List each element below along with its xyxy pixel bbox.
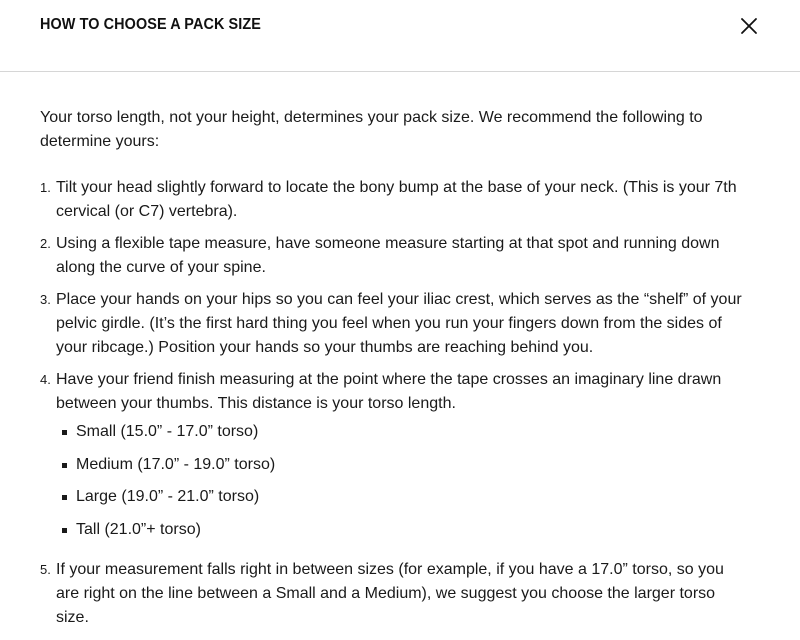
step-number: 4. xyxy=(40,372,51,387)
step-item xyxy=(0,176,742,224)
step-number: 2. xyxy=(40,236,51,251)
bullet-icon xyxy=(62,463,67,468)
intro-paragraph: Your torso length, not your height, determines your pack size. We recommend the following to determine yours: xyxy=(40,109,703,150)
bullet-icon xyxy=(62,528,67,533)
bullet-icon xyxy=(62,495,67,500)
step-item xyxy=(0,232,742,280)
size-list xyxy=(56,420,742,550)
modal-title: HOW TO CHOOSE A PACK SIZE xyxy=(40,16,261,33)
step-text: If your measurement falls right in between sizes (for example, if you have a 17.0” torso, so you are right on the line between a Small and a Medium), we suggest you choose the larger torso size. xyxy=(56,561,724,626)
modal-body[interactable] xyxy=(0,72,800,640)
step-item xyxy=(0,288,742,360)
size-item-small xyxy=(56,420,742,453)
close-icon[interactable] xyxy=(737,14,761,38)
step-text: Using a flexible tape measure, have someone measure starting at that spot and running down along the curve of your spine. xyxy=(56,235,720,276)
close-button[interactable] xyxy=(737,14,761,38)
size-label: Small (15.0” - 17.0” torso) xyxy=(76,423,259,440)
size-label: Medium (17.0” - 19.0” torso) xyxy=(76,455,276,473)
steps-list xyxy=(0,176,800,638)
step-number: 1. xyxy=(40,180,51,195)
step-text: Place your hands on your hips so you can feel your iliac crest, which serves as the “shelf” of your pelvic girdle. (It’s the first hard thing you feel when you run your fingers down from the sides of your ribcage.) Position your hands so your thumbs are reaching behind you. xyxy=(56,291,742,356)
step-item xyxy=(0,368,742,550)
step-text: Tilt your head slightly forward to locate the bony bump at the base of your neck. (This is your 7th cervical (or C7) vertebra). xyxy=(56,179,737,220)
size-item-tall xyxy=(56,518,742,551)
step-number: 5. xyxy=(40,562,51,577)
step-text: Have your friend finish measuring at the point where the tape crosses an imaginary line drawn between your thumbs. This distance is your torso length. xyxy=(56,371,722,412)
size-label: Tall (21.0”+ torso) xyxy=(76,520,201,538)
modal-header xyxy=(0,0,800,72)
bullet-icon xyxy=(62,430,67,435)
step-number: 3. xyxy=(40,292,51,307)
size-label: Large (19.0” - 21.0” torso) xyxy=(76,488,260,505)
size-item-large xyxy=(56,485,742,518)
size-item-medium xyxy=(56,453,742,486)
step-item xyxy=(0,558,742,630)
